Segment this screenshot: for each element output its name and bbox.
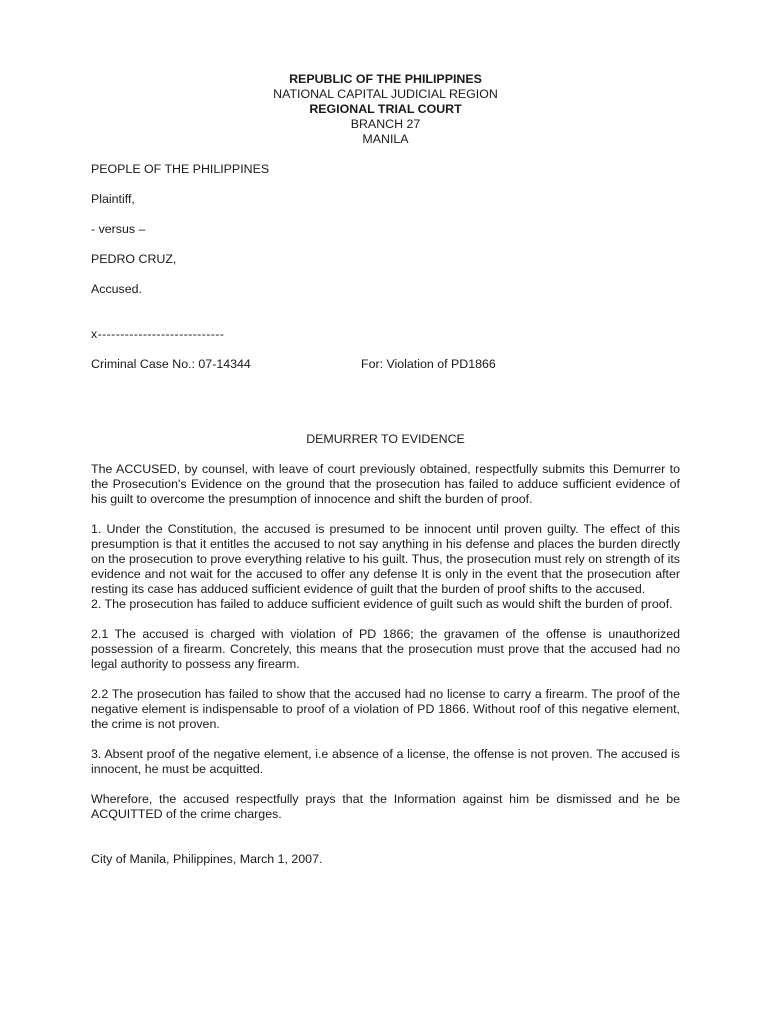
- accused-name: PEDRO CRUZ,: [91, 252, 177, 266]
- case-charge: For: Violation of PD1866: [361, 357, 496, 371]
- plaintiff-label: Plaintiff,: [91, 192, 135, 206]
- case-line: [91, 357, 680, 372]
- header-republic: REPUBLIC OF THE PHILIPPINES: [289, 72, 482, 86]
- header-region: NATIONAL CAPITAL JUDICIAL REGION: [273, 87, 498, 101]
- paragraph-2: 2. The prosecution has failed to adduce sufficient evidence of guilt such as would shift the burden of proof.: [91, 597, 673, 611]
- paragraph-2-1: 2.1 The accused is charged with violation of PD 1866; the gravamen of the offense is unauthorized possession of a firearm. Concretely, this means that the prosecution must prove that the accused had no legal authority to possess any firearm.: [91, 627, 680, 671]
- case-number: Criminal Case No.: 07-14344: [91, 357, 251, 371]
- header-branch: BRANCH 27: [350, 117, 421, 131]
- header-city: MANILA: [362, 132, 409, 146]
- date-place-line: City of Manila, Philippines, March 1, 2007.: [91, 852, 323, 866]
- document-title: DEMURRER TO EVIDENCE: [306, 432, 465, 446]
- paragraph-1: 1. Under the Constitution, the accused is presumed to be innocent until proven guilty. The effect of this presumption is that it entitles the accused to not say anything in his defense and places the burden directly on the prosecution to prove everything relative to his guilt. Thus, the prosecution must rely on strength of its evidence and not wait for the accused to offer any defense It is only in the event that the prosecution after resting its case has adduced sufficient evidence of guilt that the burden of proof shifts to the accused.: [91, 522, 680, 596]
- intro-paragraph: The ACCUSED, by counsel, with leave of court previously obtained, respectfully submits this Demurrer to the Prosecution's Evidence on the ground that the prosecution has failed to adduce sufficient evidence of his guilt to overcome the presumption of innocence and shift the burden of proof.: [91, 462, 680, 506]
- versus-label: - versus –: [91, 222, 146, 236]
- caption-separator: x----------------------------: [91, 327, 225, 341]
- wherefore-paragraph: Wherefore, the accused respectfully prays that the Information against him be dismissed and he be ACQUITTED of the crime charges.: [91, 792, 680, 821]
- paragraph-2-2: 2.2 The prosecution has failed to show that the accused had no license to carry a firearm. The proof of the negative element is indispensable to proof of a violation of PD 1866. Without roof of this negative element, the crime is not proven.: [91, 687, 680, 731]
- plaintiff-name: PEOPLE OF THE PHILIPPINES: [91, 162, 270, 176]
- accused-label: Accused.: [91, 282, 142, 296]
- document-page: [91, 72, 680, 867]
- paragraph-3: 3. Absent proof of the negative element, i.e absence of a license, the offense is not proven. The accused is innocent, he must be acquitted.: [91, 747, 680, 776]
- header-court: REGIONAL TRIAL COURT: [309, 102, 462, 116]
- court-header: [91, 72, 680, 147]
